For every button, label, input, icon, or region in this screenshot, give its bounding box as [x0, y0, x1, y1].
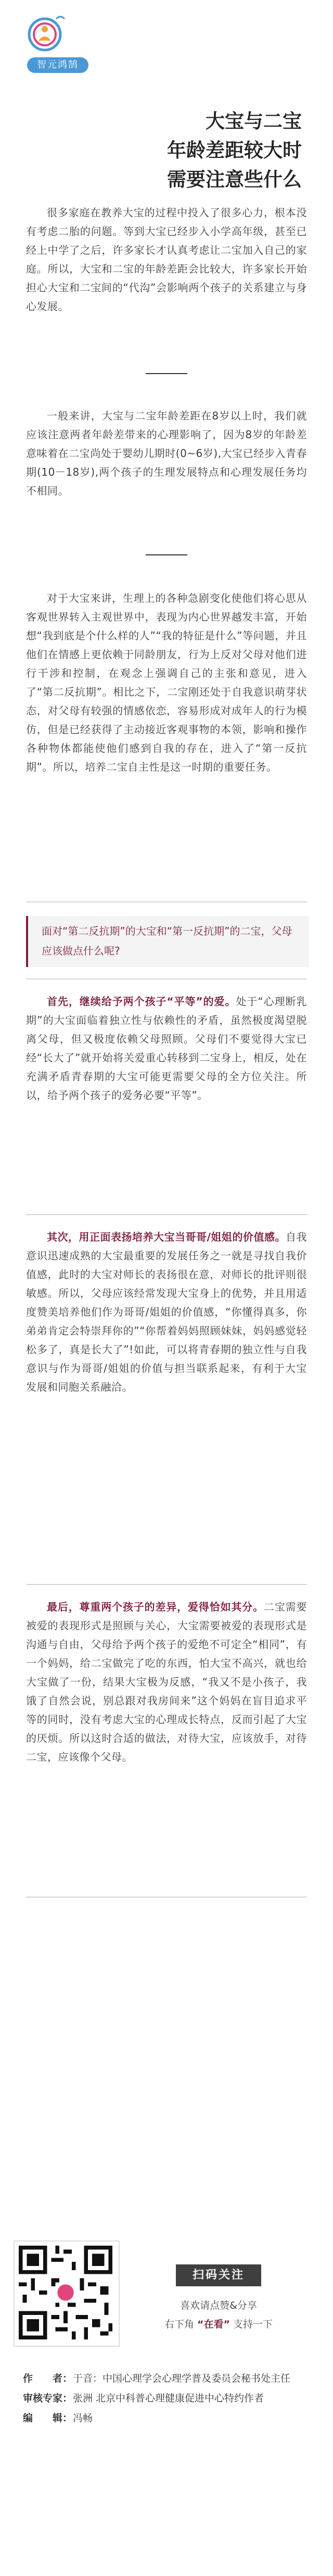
point-1-heading: 首先，继续给予两个孩子“平等”的爱。 [47, 995, 236, 1008]
credit-editor [23, 2409, 314, 2427]
credit-review-value: 张洲 北京中科普心理健康促进中心特约作者 [73, 2393, 264, 2404]
section-divider [146, 373, 187, 374]
credit-editor-label: 编 辑： [23, 2412, 73, 2424]
question-text: 面对“第二反抗期”的大宝和“第一反抗期”的二宝，父母应该做点什么呢? [42, 925, 292, 957]
point-1-text: 处于“心理断乳期”的大宝面临着独立性与依赖性的矛盾，虽然极度渴望脱离父母，但又极度依赖父母照顾。父母们不要觉得大宝已经“长大了”就开始将关爱重心转移到二宝身上，相反，处在充满矛盾青春期的大宝可能更需要父母的全方位关注。所以，给予两个孩子的爱务必要“平等”。 [26, 995, 307, 1101]
gray-divider [26, 1897, 307, 1898]
section-divider [146, 554, 187, 555]
title-line-3: 需要注意些什么 [167, 168, 302, 191]
logo-mark-icon [12, 11, 101, 58]
logo-text: 智元鸿鹄 [27, 57, 88, 73]
credits-block [23, 2370, 314, 2429]
follow-tag: 扫码关注 [176, 2264, 261, 2286]
gray-divider [26, 979, 307, 980]
credit-author-value: 于音：中国心理学会心理学普及委员会秘书处主任 [73, 2373, 291, 2384]
question-callout [26, 916, 309, 967]
age-gap-paragraph: 一般来讲，大宝与二宝年龄差距在8岁以上时，我们就应该注意两者年龄差带来的心理影响了，因为8岁的年龄差意味着在二宝尚处于婴幼儿期时(0~6岁),大宝已经步入青春期(10－18岁),两个孩子的生理发展特点和心理发展任务均不相同。 [26, 410, 307, 497]
article-title [167, 107, 302, 194]
point-2-text: 自我意识迅速成熟的大宝最重要的发展任务之一就是寻找自我价值感，此时的大宝对师长的表扬很在意，对师长的批评则很敏感。所以，父母应该经常发现大宝身上的优势，并且用适度赞美培养他们作为哥哥/姐姐的价值感，“你懂得真多，你弟弟肯定会特崇拜你的”“你帮着妈妈照顾妹妹，妈妈感觉轻松多了，真是长大了”!如此，可以将青春期的独立性与自我意识与作为哥哥/姐姐的价值与担当联系起来，有利于大宝发展和同胞关系融洽。 [26, 1231, 307, 1393]
point-2-heading: 其次，用正面表扬培养大宝当哥哥/姐姐的价值感。 [47, 1231, 286, 1243]
follow-line-2-pre: 右下角 [164, 2319, 194, 2330]
follow-line-2 [156, 2317, 281, 2331]
credit-editor-value: 冯畅 [73, 2412, 93, 2424]
gray-divider [26, 1584, 307, 1585]
point-1-paragraph [26, 992, 307, 1105]
gray-divider [26, 1214, 307, 1215]
follow-line-1: 喜欢请点赞&分享 [180, 2300, 257, 2311]
point-2-paragraph [26, 1228, 307, 1396]
brand-logo [12, 11, 101, 74]
intro-paragraph: 很多家庭在教养大宝的过程中投入了很多心力，根本没有考虑二胎的问题。等到大宝已经步入小学高年级，甚至已经上中学了之后，许多家长才认真考虑让二宝加入自己的家庭。所以，大宝和二宝的年龄差距会比较大，许多家长开始担心大宝和二宝间的“代沟”会影响两个孩子的关系建立与身心发展。 [26, 206, 307, 313]
credit-review-label: 审核专家： [23, 2393, 73, 2404]
point-3-heading: 最后，尊重两个孩子的差异，爱得恰如其分。 [47, 1601, 264, 1613]
credit-review [23, 2389, 314, 2407]
qr-code-icon [15, 2241, 117, 2344]
point-3-paragraph [26, 1597, 307, 1766]
credit-author [23, 2370, 314, 2387]
title-line-2: 年龄差距较大时 [167, 139, 302, 162]
follow-line-2-highlight: “在看” [197, 2319, 230, 2330]
follow-line-2-post: 支持一下 [233, 2319, 273, 2330]
title-line-1: 大宝与二宝 [206, 110, 302, 132]
qr-code[interactable] [14, 2240, 120, 2347]
credit-author-label: 作 者： [23, 2373, 73, 2384]
development-paragraph: 对于大宝来讲，生理上的各种急剧变化使他们将心思从客观世界转入主观世界中，表现为内心世界越发丰富，开始想“我到底是个什么样的人”“我的特征是什么”等问题，并且他们在情感上更依赖于同龄朋友，行为上反对父母对他们进行干涉和控制，在观念上强调自己的主张和意见，进入了“第二反抗期”。相比之下，二宝刚还处于自我意识萌芽状态，对父母有较强的情感依恋，容易形成对成年人的行为模仿，但是已经获得了主动接近客观事物的本领，影响和操作各种物体都能使他们感到自我的存在，进入了“第一反抗期”。所以，培养二宝自主性是这一时期的重要任务。 [26, 592, 307, 773]
gray-divider [26, 901, 307, 902]
point-3-text: 二宝需要被爱的表现形式是照顾与关心，大宝需要被爱的表现形式是沟通与自由，父母给予两个孩子的爱绝不可定全“相同”，有一个妈妈，给二宝做完了吃的东西，怕大宝不高兴，就也给大宝做了一份，结果大宝极为反感，“我又不是小孩子，我饿了自然会说，别总跟对我房间来”这个妈妈在盲目追求平等的同时，没有考虑大宝的心理成长特点，反而引起了大宝的厌烦。所以这时合适的做法，对待大宝，应该放手，对待二宝，应该像个父母。 [26, 1601, 308, 1763]
